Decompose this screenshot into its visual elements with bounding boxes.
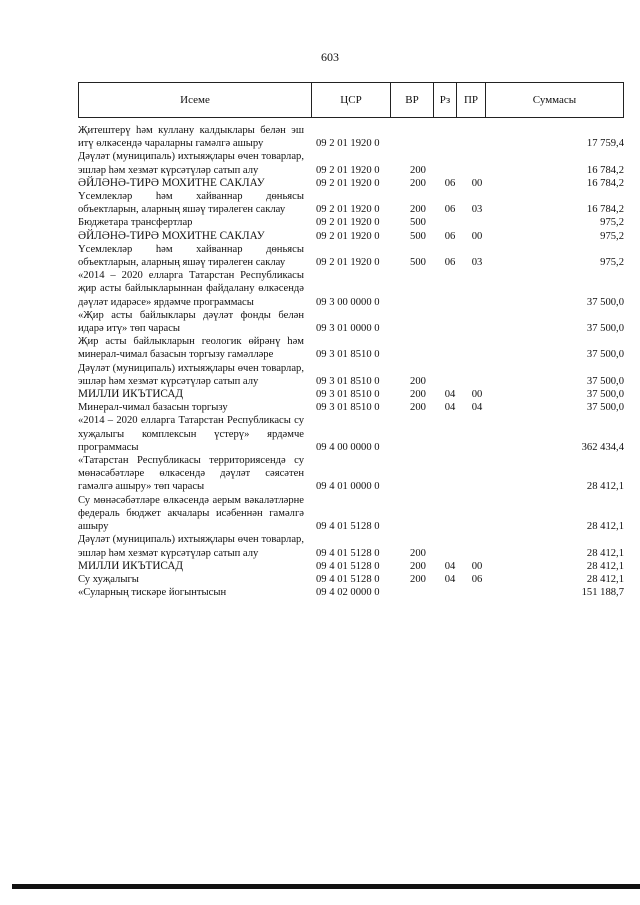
cell-rz: 06 (444, 204, 456, 216)
table-row (78, 190, 624, 216)
cell-pr: 00 (471, 230, 483, 242)
cell-name: МИЛЛИ ИКЪТИСАД (78, 388, 184, 401)
cell-csr: 09 2 01 1920 0 (316, 177, 380, 189)
cell-csr: 09 4 02 0000 0 (316, 587, 380, 599)
cell-name: Минерал-чимал базасын торгызу (78, 402, 228, 414)
header-csr: ЦСР (312, 83, 391, 117)
header-pr: ПР (457, 83, 486, 117)
cell-pr: 00 (471, 560, 483, 572)
cell-csr: 09 4 01 5128 0 (316, 560, 380, 572)
cell-name: Үсемлекләр һәм хайваннар дөньясы объектларын, аларның яшәү тирәлеген саклау (78, 191, 304, 216)
cell-rz: 04 (444, 402, 456, 414)
table-row (78, 388, 624, 401)
cell-name: Җитештерү һәм куллану калдыклары белән эш итү өлкәсендә чараларны гамәлгә ашыру (78, 125, 304, 150)
cell-sum: 16 784,2 (586, 177, 624, 189)
cell-vr: 200 (410, 389, 426, 401)
header-name: Исеме (79, 83, 312, 117)
cell-csr: 09 2 01 1920 0 (316, 230, 380, 242)
cell-sum: 151 188,7 (581, 587, 624, 599)
table-row (78, 454, 624, 494)
cell-sum: 37 500,0 (586, 402, 624, 414)
cell-name: МИЛЛИ ИКЪТИСАД (78, 559, 184, 572)
cell-vr: 200 (410, 402, 426, 414)
cell-name: Су хуҗалыгы (78, 573, 139, 585)
cell-pr: 04 (471, 402, 483, 414)
cell-sum: 37 500,0 (586, 349, 624, 361)
table-row (78, 150, 624, 176)
cell-sum: 37 500,0 (586, 296, 624, 308)
cell-csr: 09 3 01 0000 0 (316, 323, 380, 335)
header-rz: Рз (434, 83, 457, 117)
cell-csr: 09 3 01 8510 0 (316, 349, 380, 361)
cell-pr: 03 (471, 204, 483, 216)
cell-csr: 09 3 01 8510 0 (316, 375, 380, 387)
cell-sum: 17 759,4 (586, 138, 624, 150)
cell-sum: 28 412,1 (586, 481, 624, 493)
cell-rz: 04 (444, 560, 456, 572)
cell-sum: 37 500,0 (586, 323, 624, 335)
cell-name: «Җир асты байлыклары дәүләт фонды белән идарә итү» төп чарасы (78, 309, 304, 335)
page-number: 603 (321, 50, 339, 64)
cell-csr: 09 4 01 5128 0 (316, 547, 380, 559)
cell-sum: 975,2 (600, 230, 624, 242)
cell-sum: 362 434,4 (581, 441, 624, 453)
table-row (78, 309, 624, 335)
cell-name: Үсемлекләр һәм хайваннар дөньясы объектларын, аларның яшәү тирәлеген саклау (78, 243, 304, 269)
table-row (78, 177, 624, 190)
cell-rz: 06 (444, 230, 456, 242)
cell-sum: 28 412,1 (586, 560, 624, 572)
table-row (78, 586, 624, 599)
cell-vr: 200 (410, 547, 426, 559)
table-row (78, 362, 624, 388)
cell-csr: 09 2 01 1920 0 (316, 217, 380, 229)
table-row (78, 494, 624, 534)
table-row (78, 243, 624, 269)
cell-vr: 500 (410, 230, 426, 242)
cell-csr: 09 3 01 8510 0 (316, 389, 380, 401)
cell-sum: 16 784,2 (586, 164, 624, 176)
table-row (78, 560, 624, 573)
cell-vr: 200 (410, 204, 426, 216)
cell-csr: 09 4 01 5128 0 (316, 573, 380, 585)
table-row (78, 335, 624, 361)
table-row (78, 573, 624, 586)
cell-sum: 37 500,0 (586, 375, 624, 387)
cell-pr: 00 (471, 177, 483, 189)
cell-sum: 28 412,1 (586, 573, 624, 585)
cell-csr: 09 4 01 5128 0 (316, 521, 380, 533)
table-body (78, 124, 624, 599)
cell-sum: 975,2 (600, 217, 624, 229)
header-sum: Суммасы (532, 94, 577, 106)
cell-name: ӘЙЛӘНӘ-ТИРӘ МОХИТНЕ САКЛАУ (78, 229, 265, 242)
cell-name: Дәүләт (муниципаль) ихтыяҗлары өчен товарлар, эшләр һәм хезмәт күрсәтүләр сатып алу (78, 534, 304, 559)
cell-csr: 09 3 00 0000 0 (316, 296, 380, 308)
cell-name: «2014 – 2020 елларга Татарстан Республикасы су хуҗалыгы комплексын үстерү» ярдәмче программасы (78, 415, 304, 453)
cell-csr: 09 4 00 0000 0 (316, 441, 380, 453)
cell-name: ӘЙЛӘНӘ-ТИРӘ МОХИТНЕ САКЛАУ (78, 176, 265, 189)
cell-pr: 00 (471, 389, 483, 401)
cell-name: Бюджетара трансфертлар (78, 217, 193, 229)
cell-name: Дәүләт (муниципаль) ихтыяҗлары өчен товарлар, эшләр һәм хезмәт күрсәтүләр сатып алу (78, 362, 304, 387)
table-row (78, 533, 624, 559)
cell-sum: 28 412,1 (586, 521, 624, 533)
cell-sum: 37 500,0 (586, 389, 624, 401)
cell-pr: 06 (471, 573, 483, 585)
cell-vr: 200 (410, 375, 426, 387)
cell-vr: 500 (410, 217, 426, 229)
table-row (78, 124, 624, 150)
cell-vr: 200 (410, 573, 426, 585)
cell-vr: 200 (410, 560, 426, 572)
table-row (78, 414, 624, 454)
cell-csr: 09 3 01 8510 0 (316, 402, 380, 414)
table-row (78, 216, 624, 229)
cell-rz: 04 (444, 573, 456, 585)
table-row (78, 401, 624, 414)
cell-name: «Татарстан Республикасы территориясендә су мөнәсәбәтләре өлкәсендә дәүләт сәясәтен гамәлгә ашыру» төп чарасы (78, 455, 304, 493)
header-vr: ВР (391, 83, 434, 117)
cell-rz: 04 (444, 389, 456, 401)
cell-pr: 03 (471, 257, 483, 269)
cell-name: Дәүләт (муниципаль) ихтыяҗлары өчен товарлар, эшләр һәм хезмәт күрсәтүләр сатып алу (78, 151, 304, 176)
cell-vr: 200 (410, 164, 426, 176)
cell-csr: 09 2 01 1920 0 (316, 164, 380, 176)
cell-sum: 16 784,2 (586, 204, 624, 216)
cell-sum: 28 412,1 (586, 547, 624, 559)
cell-csr: 09 4 01 0000 0 (316, 481, 380, 493)
cell-rz: 06 (444, 177, 456, 189)
table-row (78, 230, 624, 243)
cell-rz: 06 (444, 257, 456, 269)
cell-vr: 500 (410, 257, 426, 269)
cell-name: «2014 – 2020 елларга Татарстан Республикасы җир асты байлыкларыннан файдалану өлкәсендә дәүләт идарәсе» ярдәмче программасы (78, 270, 304, 308)
cell-name: Су мөнәсәбәтләре өлкәсендә аерым вәкаләтләрне федераль бюджет акчалары исәбеннән гамәлгә ашыру (78, 494, 304, 533)
table-header (78, 82, 624, 118)
table-row (78, 269, 624, 309)
cell-name: «Суларның тискәре йогынтысын (78, 587, 227, 599)
cell-csr: 09 2 01 1920 0 (316, 204, 380, 216)
cell-csr: 09 2 01 1920 0 (316, 138, 380, 150)
cell-vr: 200 (410, 177, 426, 189)
scan-edge (12, 884, 640, 889)
cell-csr: 09 2 01 1920 0 (316, 257, 380, 269)
cell-sum: 975,2 (600, 257, 624, 269)
cell-name: Җир асты байлыкларын геологик өйрәнү һәм минерал-чимал базасын торгызу гамәлләре (78, 336, 304, 361)
